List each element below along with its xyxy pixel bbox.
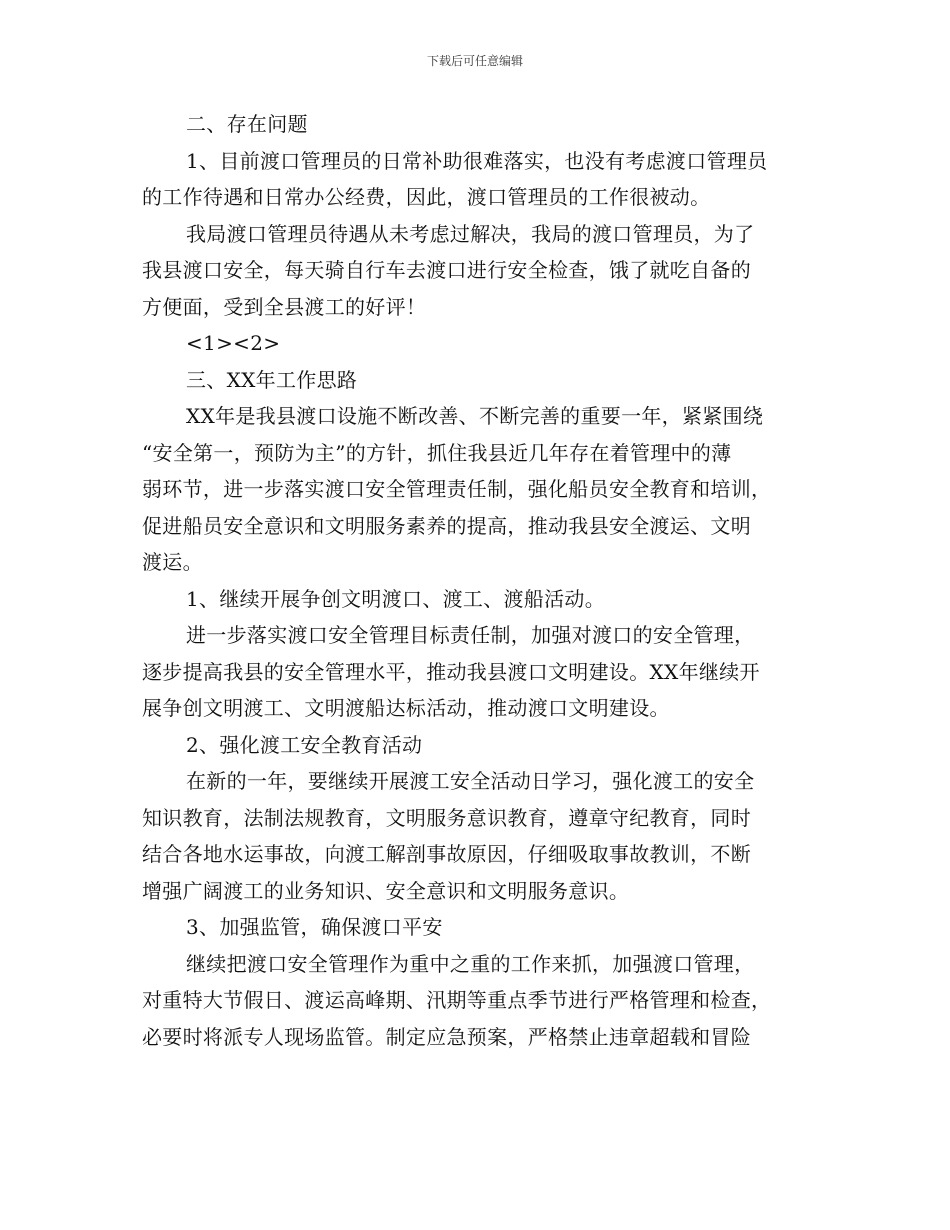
document-body [142,106,810,1055]
text-line: 在新的一年，要继续开展渡工安全活动日学习，强化渡工的安全 [186,769,755,793]
text-line: 1、继续开展争创文明渡口、渡工、渡船活动。 [186,586,606,611]
text-line: 二、存在问题 [186,112,308,136]
text-line: 2、强化渡工安全教育活动 [186,732,423,757]
text-line: 继续把渡口安全管理作为重中之重的工作来抓，加强渡口管理， [186,951,755,976]
text-line: XX年是我县渡口设施不断改善、不断完善的重要一年，紧紧围绕 [186,404,764,428]
text-line: 3、加强监管，确保渡口平安 [186,915,443,939]
text-line: 促进船员安全意识和文明服务素养的提高，推动我县安全渡运、文明 [142,513,751,538]
text-line: 对重特大节假日、渡运高峰期、汛期等重点季节进行严格管理和检查， [142,988,772,1012]
text-line: 三、XX年工作思路 [186,367,358,392]
text-line: 1、目前渡口管理员的日常补助很难落实，也没有考虑渡口管理员 [186,148,768,173]
text-line: 知识教育，法制法规教育，文明服务意识教育，遵章守纪教育，同时 [142,805,751,830]
text-line: 我县渡口安全，每天骑自行车去渡口进行安全检查，饿了就吃自备的 [142,258,751,282]
text-line: 我局渡口管理员待遇从未考虑过解决，我局的渡口管理员，为了 [186,221,755,246]
text-line: 方便面，受到全县渡工的好评！ [142,294,427,319]
text-line: 进一步落实渡口安全管理目标责任制，加强对渡口的安全管理， [186,623,755,647]
text-line: 逐步提高我县的安全管理水平，推动我县渡口文明建设。XX年继续开 [142,659,760,684]
text-line: 必要时将派专人现场监管。制定应急预案，严格禁止违章超载和冒险 [142,1024,751,1049]
text-line: <1><2> [186,331,281,355]
page-header: 下载后可任意编辑 [426,54,523,68]
text-line: 弱环节，进一步落实渡口安全管理责任制，强化船员安全教育和培训， [142,477,772,501]
text-line: 结合各地水运事故，向渡工解剖事故原因，仔细吸取事故教训，不断 [142,842,751,866]
text-line: 渡运。 [142,550,203,574]
text-line: 增强广阔渡工的业务知识、安全意识和文明服务意识。 [142,878,630,903]
text-line: “安全第一，预防为主”的方针，抓住我县近几年存在着管理中的薄 [142,440,732,465]
text-line: 展争创文明渡工、文明渡船达标活动，推动渡口文明建设。 [142,696,670,720]
text-line: 的工作待遇和日常办公经费，因此，渡口管理员的工作很被动。 [142,185,711,209]
